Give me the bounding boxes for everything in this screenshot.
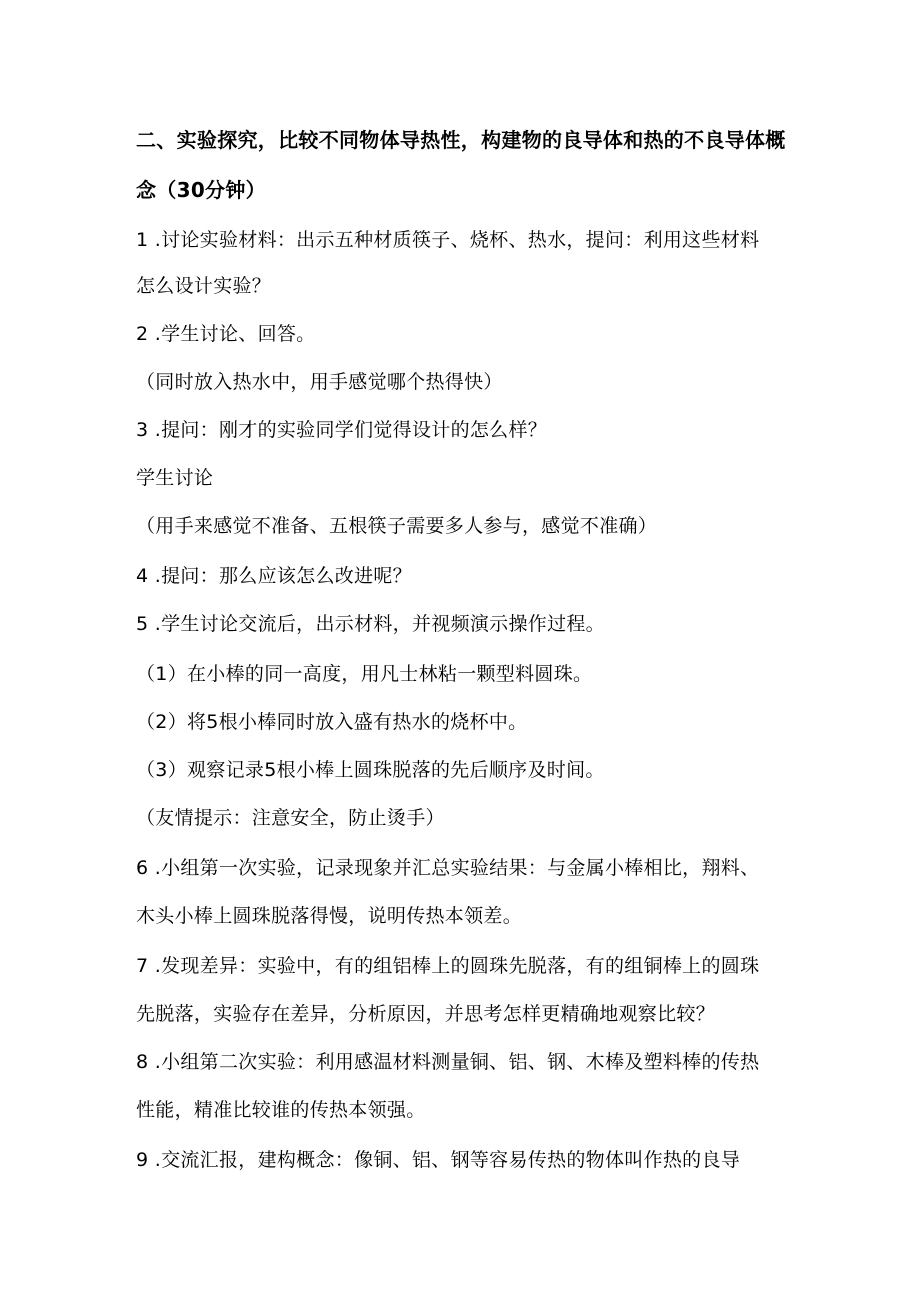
step-7-line-1: 7 .发现差异：实验中，有的组铝棒上的圆珠先脱落，有的组铜棒上的圆珠 <box>136 955 760 977</box>
step-8-line-1: 8 .小组第二次实验：利用感温材料测量铜、铝、钢、木棒及塑料棒的传热 <box>136 1051 760 1073</box>
safety-tip: （友情提示：注意安全，防止烫手） <box>136 807 445 829</box>
step-3: 3 .提问：刚才的实验同学们觉得设计的怎么样？ <box>136 419 548 441</box>
student-discussion: 学生讨论 <box>136 467 214 489</box>
procedure-item-1: （1）在小棒的同一高度，用凡士林粘一颗型料圆珠。 <box>136 663 593 685</box>
section-heading-line-1: 二、实验探究，比较不同物体导热性，构建物的良导体和热的不良导体概 <box>136 128 786 152</box>
step-3-note: （用手来感觉不准备、五根筷子需要多人参与，感觉不准确） <box>136 515 658 537</box>
section-heading-line-2: 念（30分钟） <box>136 178 266 202</box>
step-5: 5 .学生讨论交流后，出示材料，并视频演示操作过程。 <box>136 613 605 635</box>
procedure-item-3: （3）观察记录5根小棒上圆珠脱落的先后顺序及时间。 <box>136 759 605 781</box>
procedure-item-2: （2）将5根小棒同时放入盛有热水的烧杯中。 <box>136 711 528 733</box>
step-7-line-2: 先脱落，实验存在差异，分析原因，并思考怎样更精确地观察比较？ <box>136 1003 716 1025</box>
step-9-line-1: 9 .交流汇报，建构概念：像铜、铝、钢等容易传热的物体叫作热的良导 <box>136 1149 741 1171</box>
step-6-line-1: 6 .小组第一次实验，记录现象并汇总实验结果：与金属小棒相比，翔料、 <box>136 857 760 879</box>
step-2-note: （同时放入热水中，用手感觉哪个热得快） <box>136 371 503 393</box>
step-6-line-2: 木头小棒上圆珠脱落得慢，说明传热本领差。 <box>136 905 523 927</box>
step-8-line-2: 性能，精准比较谁的传热本领强。 <box>136 1099 426 1121</box>
step-1-line-2: 怎么设计实验？ <box>136 275 272 297</box>
step-4: 4 .提问：那么应该怎么改进呢？ <box>136 565 412 587</box>
step-1-line-1: 1 .讨论实验材料：出示五种材质筷子、烧杯、热水，提问：利用这些材料 <box>136 229 760 251</box>
step-2: 2 .学生讨论、回答。 <box>136 323 316 345</box>
